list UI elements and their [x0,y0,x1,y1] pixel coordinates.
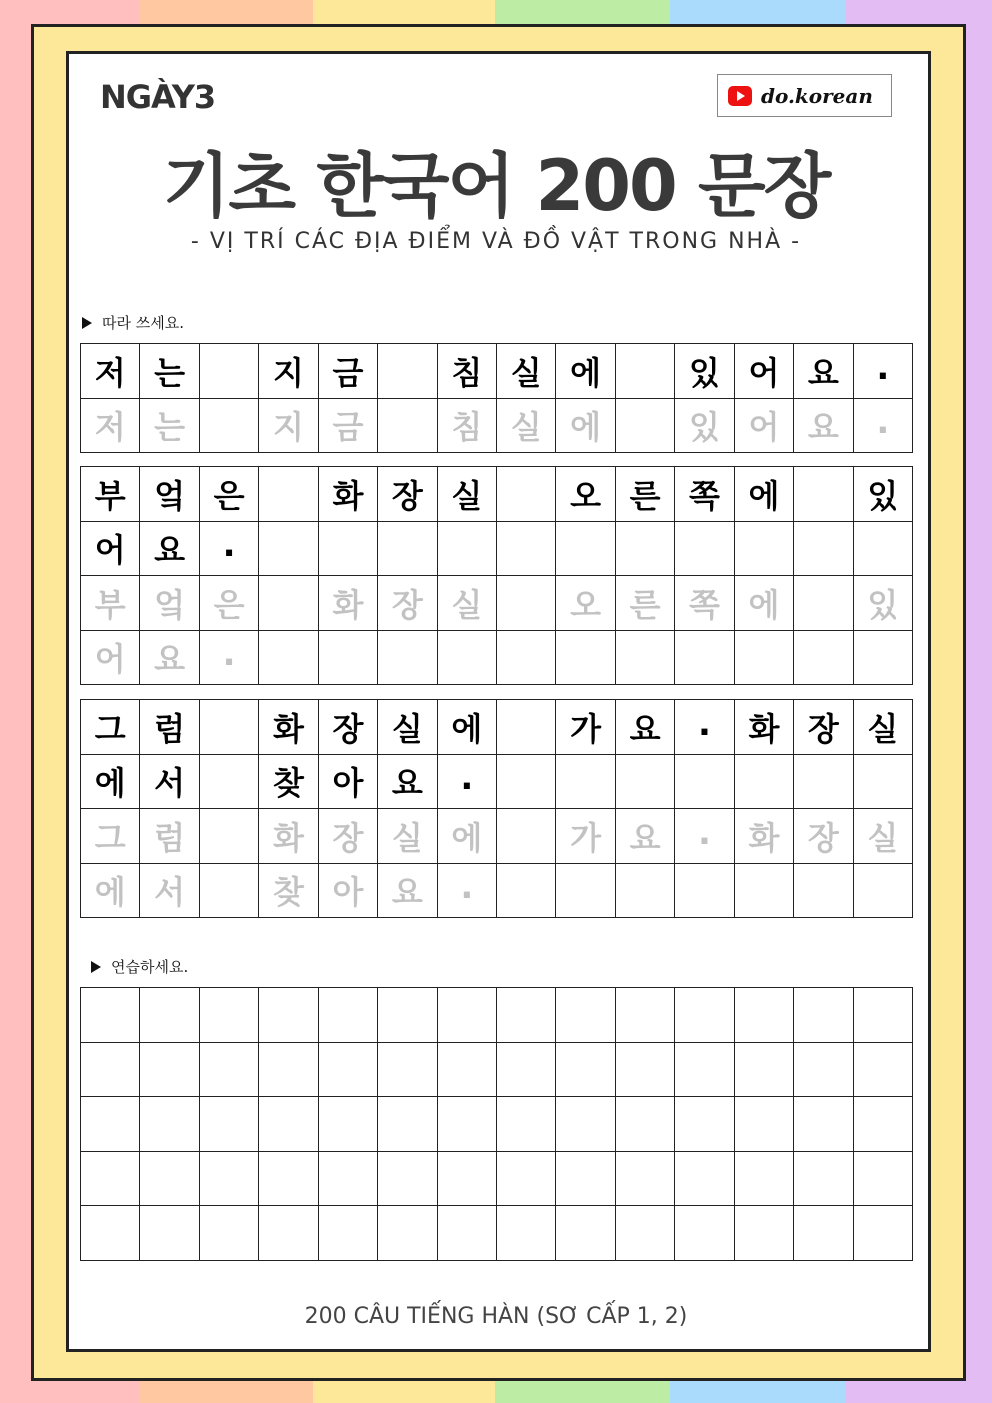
trace-cell[interactable]: 장 [319,809,378,864]
instruction-practice [91,956,188,977]
practice-cell[interactable] [438,988,497,1043]
practice-cell[interactable] [81,1206,140,1261]
practice-cell[interactable] [854,988,913,1043]
practice-cell[interactable] [319,1043,378,1098]
practice-cell[interactable] [259,1097,318,1152]
model-cell [854,755,913,810]
practice-cell[interactable] [556,1097,615,1152]
trace-cell[interactable]: 장 [378,576,437,631]
practice-cell[interactable] [81,988,140,1043]
youtube-icon [728,86,752,106]
trace-cell[interactable]: . [438,864,497,919]
trace-cell[interactable]: 실 [438,576,497,631]
practice-cell[interactable] [200,1152,259,1207]
trace-cell[interactable] [616,864,675,919]
trace-cell[interactable]: 실 [378,809,437,864]
model-cell: 있 [854,467,913,522]
practice-cell[interactable] [378,1206,437,1261]
practice-cell[interactable] [259,1206,318,1261]
page-subtitle: - VỊ TRÍ CÁC ĐỊA ĐIỂM VÀ ĐỒ VẬT TRONG NHÀ - [190,229,802,254]
trace-cell[interactable] [319,631,378,686]
practice-cell[interactable] [616,988,675,1043]
model-cell [497,700,556,755]
practice-cell[interactable] [497,1152,556,1207]
sentence-grid-3 [80,699,913,918]
practice-cell[interactable] [140,1206,199,1261]
trace-cell[interactable] [675,631,734,686]
triangle-bullet-icon [82,317,92,329]
practice-cell[interactable] [81,1152,140,1207]
model-cell: . [200,522,259,577]
practice-cell[interactable] [497,1206,556,1261]
trace-cell[interactable] [556,631,615,686]
trace-cell[interactable] [200,809,259,864]
model-cell: 실 [438,467,497,522]
practice-cell[interactable] [794,1206,853,1261]
practice-cell[interactable] [735,988,794,1043]
practice-cell[interactable] [259,988,318,1043]
practice-cell[interactable] [497,1097,556,1152]
practice-cell[interactable] [735,1043,794,1098]
sentence-grid-1 [80,343,913,453]
model-cell [854,522,913,577]
trace-cell[interactable] [497,631,556,686]
model-cell: 화 [319,467,378,522]
model-cell [497,467,556,522]
trace-cell[interactable]: 찾 [259,864,318,919]
model-cell [378,344,437,399]
trace-cell[interactable]: 지 [259,399,318,454]
model-cell: 은 [200,467,259,522]
practice-cell[interactable] [616,1043,675,1098]
practice-cell[interactable] [140,1152,199,1207]
model-cell [616,522,675,577]
practice-grid [80,987,913,1261]
trace-cell[interactable]: 에 [735,576,794,631]
trace-cell[interactable] [794,576,853,631]
trace-cell[interactable]: 서 [140,864,199,919]
model-cell [259,467,318,522]
trace-cell[interactable] [378,631,437,686]
trace-cell[interactable] [259,631,318,686]
practice-cell[interactable] [794,1097,853,1152]
model-cell: 서 [140,755,199,810]
practice-cell[interactable] [438,1152,497,1207]
trace-cell[interactable]: 장 [794,809,853,864]
trace-cell[interactable]: 요 [616,809,675,864]
trace-cell[interactable]: 있 [854,576,913,631]
practice-cell[interactable] [319,1097,378,1152]
practice-cell[interactable] [854,1206,913,1261]
trace-cell[interactable]: . [675,809,734,864]
practice-cell[interactable] [854,1152,913,1207]
trace-cell[interactable]: 에 [556,399,615,454]
practice-cell[interactable] [319,1206,378,1261]
day-label: NGÀY3 [100,78,216,116]
model-cell: 실 [497,344,556,399]
trace-cell[interactable] [200,399,259,454]
practice-cell[interactable] [438,1043,497,1098]
model-cell [675,755,734,810]
trace-cell[interactable]: 있 [675,399,734,454]
trace-cell[interactable] [497,576,556,631]
model-cell: 에 [81,755,140,810]
model-cell [497,522,556,577]
trace-cell[interactable]: 오 [556,576,615,631]
footer-text: 200 CÂU TIẾNG HÀN (SƠ CẤP 1, 2) [304,1304,688,1329]
practice-cell[interactable] [675,1206,734,1261]
model-cell [794,522,853,577]
practice-cell[interactable] [556,988,615,1043]
practice-cell[interactable] [497,988,556,1043]
model-cell: 아 [319,755,378,810]
trace-cell[interactable] [675,864,734,919]
practice-cell[interactable] [438,1097,497,1152]
trace-cell[interactable]: 럼 [140,809,199,864]
model-cell: 지 [259,344,318,399]
channel-badge[interactable] [717,74,892,117]
trace-cell[interactable] [794,864,853,919]
model-cell: 에 [438,700,497,755]
trace-cell[interactable]: 에 [81,864,140,919]
model-cell [200,755,259,810]
model-cell: 요 [378,755,437,810]
model-cell: 실 [378,700,437,755]
model-cell: 어 [81,522,140,577]
model-cell: 장 [794,700,853,755]
trace-cell[interactable] [556,864,615,919]
trace-cell[interactable]: 어 [735,399,794,454]
model-cell [378,522,437,577]
trace-cell[interactable]: 그 [81,809,140,864]
practice-cell[interactable] [259,1152,318,1207]
trace-cell[interactable] [378,399,437,454]
model-cell: . [675,700,734,755]
model-cell: 금 [319,344,378,399]
trace-cell[interactable] [497,809,556,864]
instruction-practice-text: 연습하세요. [111,958,189,976]
practice-cell[interactable] [140,988,199,1043]
practice-cell[interactable] [319,1152,378,1207]
practice-cell[interactable] [200,1043,259,1098]
trace-cell[interactable]: 화 [735,809,794,864]
trace-cell[interactable]: 아 [319,864,378,919]
model-cell [259,522,318,577]
model-cell: 어 [735,344,794,399]
model-cell: 부 [81,467,140,522]
practice-cell[interactable] [140,1043,199,1098]
trace-cell[interactable] [854,864,913,919]
trace-cell[interactable] [616,399,675,454]
trace-cell[interactable]: 은 [200,576,259,631]
practice-cell[interactable] [200,1206,259,1261]
practice-cell[interactable] [735,1097,794,1152]
model-cell: 오 [556,467,615,522]
trace-cell[interactable]: 쪽 [675,576,734,631]
page-title: 기초 한국어 200 문장 [162,145,830,227]
trace-cell[interactable]: 저 [81,399,140,454]
trace-cell[interactable]: . [854,399,913,454]
practice-cell[interactable] [794,1152,853,1207]
model-cell [675,522,734,577]
model-cell: 는 [140,344,199,399]
model-cell: 화 [259,700,318,755]
model-cell: 실 [854,700,913,755]
model-cell: 른 [616,467,675,522]
trace-cell[interactable]: 요 [378,864,437,919]
trace-cell[interactable] [735,631,794,686]
practice-cell[interactable] [675,1043,734,1098]
trace-cell[interactable]: 가 [556,809,615,864]
practice-cell[interactable] [378,1152,437,1207]
trace-cell[interactable]: 실 [497,399,556,454]
trace-cell[interactable]: 금 [319,399,378,454]
model-cell [616,755,675,810]
model-cell [735,522,794,577]
model-cell: 있 [675,344,734,399]
model-cell: 찾 [259,755,318,810]
trace-cell[interactable]: 어 [81,631,140,686]
model-cell: 저 [81,344,140,399]
trace-cell[interactable] [735,864,794,919]
practice-cell[interactable] [616,1097,675,1152]
practice-cell[interactable] [378,1097,437,1152]
practice-cell[interactable] [556,1043,615,1098]
model-cell [616,344,675,399]
model-cell: 요 [794,344,853,399]
model-cell: 장 [378,467,437,522]
model-cell [794,467,853,522]
model-cell [556,755,615,810]
trace-cell[interactable]: 요 [140,631,199,686]
trace-cell[interactable]: . [200,631,259,686]
sentence-grid-2 [80,466,913,685]
practice-cell[interactable] [854,1097,913,1152]
trace-cell[interactable] [854,631,913,686]
practice-cell[interactable] [616,1152,675,1207]
model-cell: 가 [556,700,615,755]
practice-cell[interactable] [794,1043,853,1098]
model-cell [319,522,378,577]
practice-cell[interactable] [675,988,734,1043]
practice-cell[interactable] [438,1206,497,1261]
instruction-trace-text: 따라 쓰세요. [102,314,184,332]
model-cell: 화 [735,700,794,755]
trace-cell[interactable]: 실 [854,809,913,864]
trace-cell[interactable] [200,864,259,919]
practice-cell[interactable] [735,1206,794,1261]
model-cell: 에 [556,344,615,399]
instruction-trace [82,312,184,333]
model-cell: 장 [319,700,378,755]
triangle-bullet-icon [91,961,101,973]
channel-name: do.korean [761,83,873,108]
trace-cell[interactable] [616,631,675,686]
practice-cell[interactable] [675,1152,734,1207]
practice-cell[interactable] [556,1206,615,1261]
model-cell: . [854,344,913,399]
practice-cell[interactable] [556,1152,615,1207]
practice-cell[interactable] [735,1152,794,1207]
practice-cell[interactable] [378,988,437,1043]
practice-cell[interactable] [675,1097,734,1152]
trace-cell[interactable]: 침 [438,399,497,454]
practice-cell[interactable] [140,1097,199,1152]
practice-cell[interactable] [854,1043,913,1098]
trace-cell[interactable]: 부 [81,576,140,631]
trace-cell[interactable]: 에 [438,809,497,864]
trace-cell[interactable]: 화 [319,576,378,631]
model-cell [200,344,259,399]
trace-cell[interactable]: 엌 [140,576,199,631]
trace-cell[interactable]: 화 [259,809,318,864]
practice-cell[interactable] [497,1043,556,1098]
model-cell [794,755,853,810]
trace-cell[interactable] [438,631,497,686]
model-cell: 에 [735,467,794,522]
model-cell: 럼 [140,700,199,755]
trace-cell[interactable] [259,576,318,631]
trace-cell[interactable]: 요 [794,399,853,454]
model-cell [497,755,556,810]
practice-cell[interactable] [319,988,378,1043]
trace-cell[interactable] [497,864,556,919]
trace-cell[interactable] [794,631,853,686]
trace-cell[interactable]: 른 [616,576,675,631]
model-cell: 요 [616,700,675,755]
trace-cell[interactable]: 는 [140,399,199,454]
practice-cell[interactable] [200,988,259,1043]
model-cell [438,522,497,577]
practice-cell[interactable] [200,1097,259,1152]
practice-cell[interactable] [259,1043,318,1098]
model-cell [735,755,794,810]
model-cell: 침 [438,344,497,399]
practice-cell[interactable] [378,1043,437,1098]
model-cell: 엌 [140,467,199,522]
practice-cell[interactable] [616,1206,675,1261]
model-cell [200,700,259,755]
model-cell [556,522,615,577]
model-cell: 쪽 [675,467,734,522]
practice-cell[interactable] [81,1043,140,1098]
model-cell: 요 [140,522,199,577]
practice-cell[interactable] [81,1097,140,1152]
model-cell: . [438,755,497,810]
model-cell: 그 [81,700,140,755]
practice-cell[interactable] [794,988,853,1043]
